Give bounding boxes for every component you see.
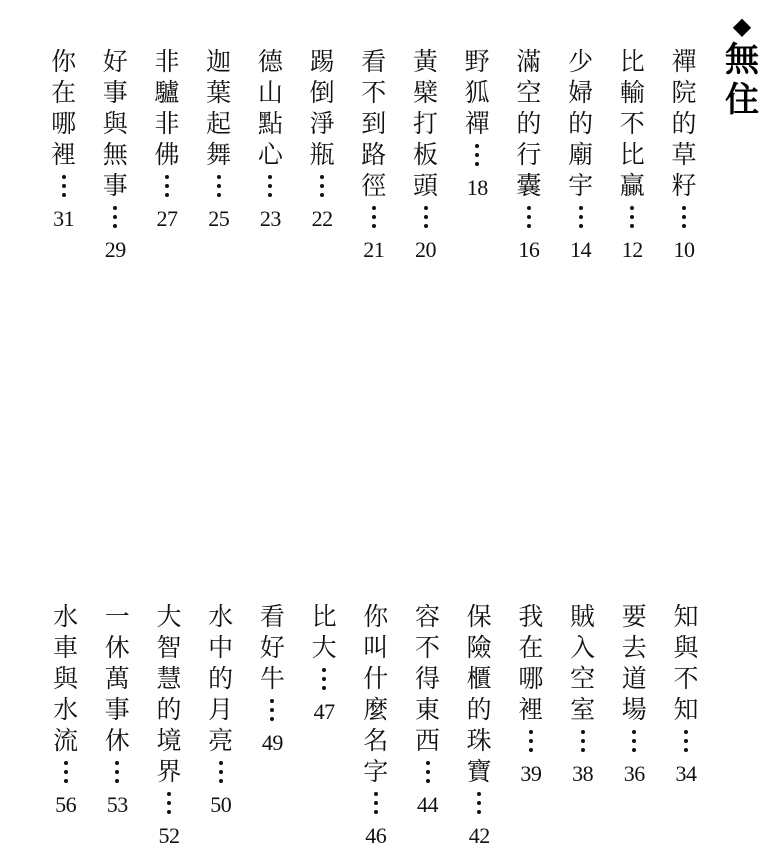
entry-title: 容 不 得 東 西 [414, 602, 440, 755]
entry-title: 比 大 [311, 602, 337, 662]
entry-page-number: 47 [313, 699, 335, 724]
entry-page-number: 27 [156, 206, 178, 231]
toc-entry[interactable] [252, 601, 292, 755]
leader-dots [165, 173, 169, 207]
leader-dots [477, 790, 481, 824]
toc-entry[interactable] [408, 601, 448, 817]
leader-dots [682, 204, 686, 238]
toc-entry[interactable] [614, 601, 654, 786]
entry-page-number: 20 [415, 237, 436, 262]
section-title-char: 住 [725, 80, 759, 120]
toc-entry[interactable] [563, 601, 603, 786]
toc-entry[interactable] [44, 46, 84, 231]
entry-title: 你 在 哪 裡 [51, 47, 77, 169]
leader-dots [167, 790, 171, 824]
toc-entry[interactable] [406, 46, 446, 262]
entry-page-number: 44 [417, 792, 438, 817]
leader-dots [684, 728, 688, 762]
entry-page-number: 29 [104, 237, 126, 262]
entry-title: 一 休 萬 事 休 [104, 602, 130, 755]
toc-entry[interactable] [561, 46, 601, 262]
entry-page-number: 39 [520, 761, 542, 786]
leader-dots [320, 173, 324, 207]
entry-page-number: 38 [572, 761, 594, 786]
entry-page-number: 50 [210, 792, 232, 817]
toc-entry[interactable] [354, 46, 394, 262]
entry-title: 非 驢 非 佛 [154, 47, 180, 169]
leader-dots [527, 204, 531, 238]
entry-title: 保 險 櫃 的 珠 寶 [466, 602, 492, 786]
leader-dots [475, 142, 479, 176]
leader-dots [270, 697, 274, 731]
entry-title: 好 事 與 無 事 [102, 47, 128, 200]
toc-entry[interactable] [664, 46, 704, 262]
entry-title: 德 山 點 心 [257, 47, 283, 169]
entry-page-number: 49 [261, 730, 283, 755]
toc-entry[interactable] [46, 601, 86, 817]
entry-page-number: 18 [466, 175, 488, 200]
entry-title: 看 不 到 路 徑 [361, 47, 387, 200]
leader-dots [62, 173, 66, 207]
toc-entry[interactable] [95, 46, 135, 262]
toc-entry[interactable] [666, 601, 706, 786]
toc-entry[interactable] [612, 46, 652, 262]
toc-entry[interactable] [304, 601, 344, 724]
toc-entry[interactable] [457, 46, 497, 200]
entry-page-number: 16 [518, 237, 540, 262]
entry-page-number: 22 [311, 206, 333, 231]
entry-page-number: 25 [208, 206, 230, 231]
entry-title: 黃 檗 打 板 頭 [412, 47, 438, 200]
toc-entry[interactable] [149, 601, 189, 848]
leader-dots [64, 759, 68, 793]
leader-dots [268, 173, 272, 207]
toc-entry[interactable] [511, 601, 551, 786]
entry-title: 滿 空 的 行 囊 [516, 47, 542, 200]
entry-title: 水 車 與 水 流 [53, 602, 79, 755]
entry-title: 看 好 牛 [259, 602, 285, 693]
toc-entry[interactable] [356, 601, 396, 848]
leader-dots [632, 728, 636, 762]
entry-title: 要 去 道 場 [621, 602, 647, 724]
entry-title: 踢 倒 淨 瓶 [309, 47, 335, 169]
leader-dots [426, 759, 430, 793]
entry-page-number: 21 [363, 237, 385, 262]
leader-dots [113, 204, 117, 238]
entry-title: 水 中 的 月 亮 [208, 602, 234, 755]
toc-entry[interactable] [509, 46, 549, 262]
entry-page-number: 12 [621, 237, 643, 262]
entry-page-number: 52 [158, 823, 180, 848]
toc-entry[interactable] [199, 46, 239, 231]
entry-page-number: 10 [673, 237, 695, 262]
entry-page-number: 42 [468, 823, 490, 848]
entry-title: 野 狐 禪 [464, 47, 490, 138]
toc-entry[interactable] [97, 601, 137, 817]
entry-title: 大 智 慧 的 境 界 [156, 602, 182, 786]
leader-dots [630, 204, 634, 238]
entry-title: 少 婦 的 廟 宇 [568, 47, 594, 200]
entry-page-number: 31 [53, 206, 75, 231]
entry-page-number: 46 [365, 823, 387, 848]
entry-page-number: 53 [106, 792, 128, 817]
leader-dots [322, 666, 326, 700]
leader-dots [579, 204, 583, 238]
toc-entry[interactable] [201, 601, 241, 817]
entry-title: 比 輸 不 比 贏 [619, 47, 645, 200]
toc-entry[interactable] [302, 46, 342, 231]
leader-dots [115, 759, 119, 793]
toc-entry[interactable] [459, 601, 499, 848]
leader-dots [219, 759, 223, 793]
section-title-char: 無 [725, 40, 759, 80]
entry-title: 知 與 不 知 [673, 602, 699, 724]
toc-entry[interactable] [250, 46, 290, 231]
leader-dots [217, 173, 221, 207]
entry-page-number: 14 [570, 237, 592, 262]
entry-title: 禪 院 的 草 籽 [671, 47, 697, 200]
leader-dots [529, 728, 533, 762]
entry-title: 我 在 哪 裡 [518, 602, 544, 724]
entry-title: 你 叫 什 麼 名 字 [363, 602, 389, 786]
leader-dots [374, 790, 378, 824]
entry-page-number: 36 [623, 761, 645, 786]
entry-page-number: 23 [259, 206, 281, 231]
entry-page-number: 56 [55, 792, 77, 817]
leader-dots [372, 204, 376, 238]
section-title [725, 40, 759, 120]
section-header [722, 12, 762, 120]
entry-title: 賊 入 空 室 [570, 602, 596, 724]
leader-dots [424, 204, 428, 238]
diamond-bullet-icon: ◆ [732, 12, 752, 40]
entry-page-number: 34 [675, 761, 697, 786]
leader-dots [581, 728, 585, 762]
toc-entry[interactable] [147, 46, 187, 231]
entry-title: 迦 葉 起 舞 [206, 47, 232, 169]
